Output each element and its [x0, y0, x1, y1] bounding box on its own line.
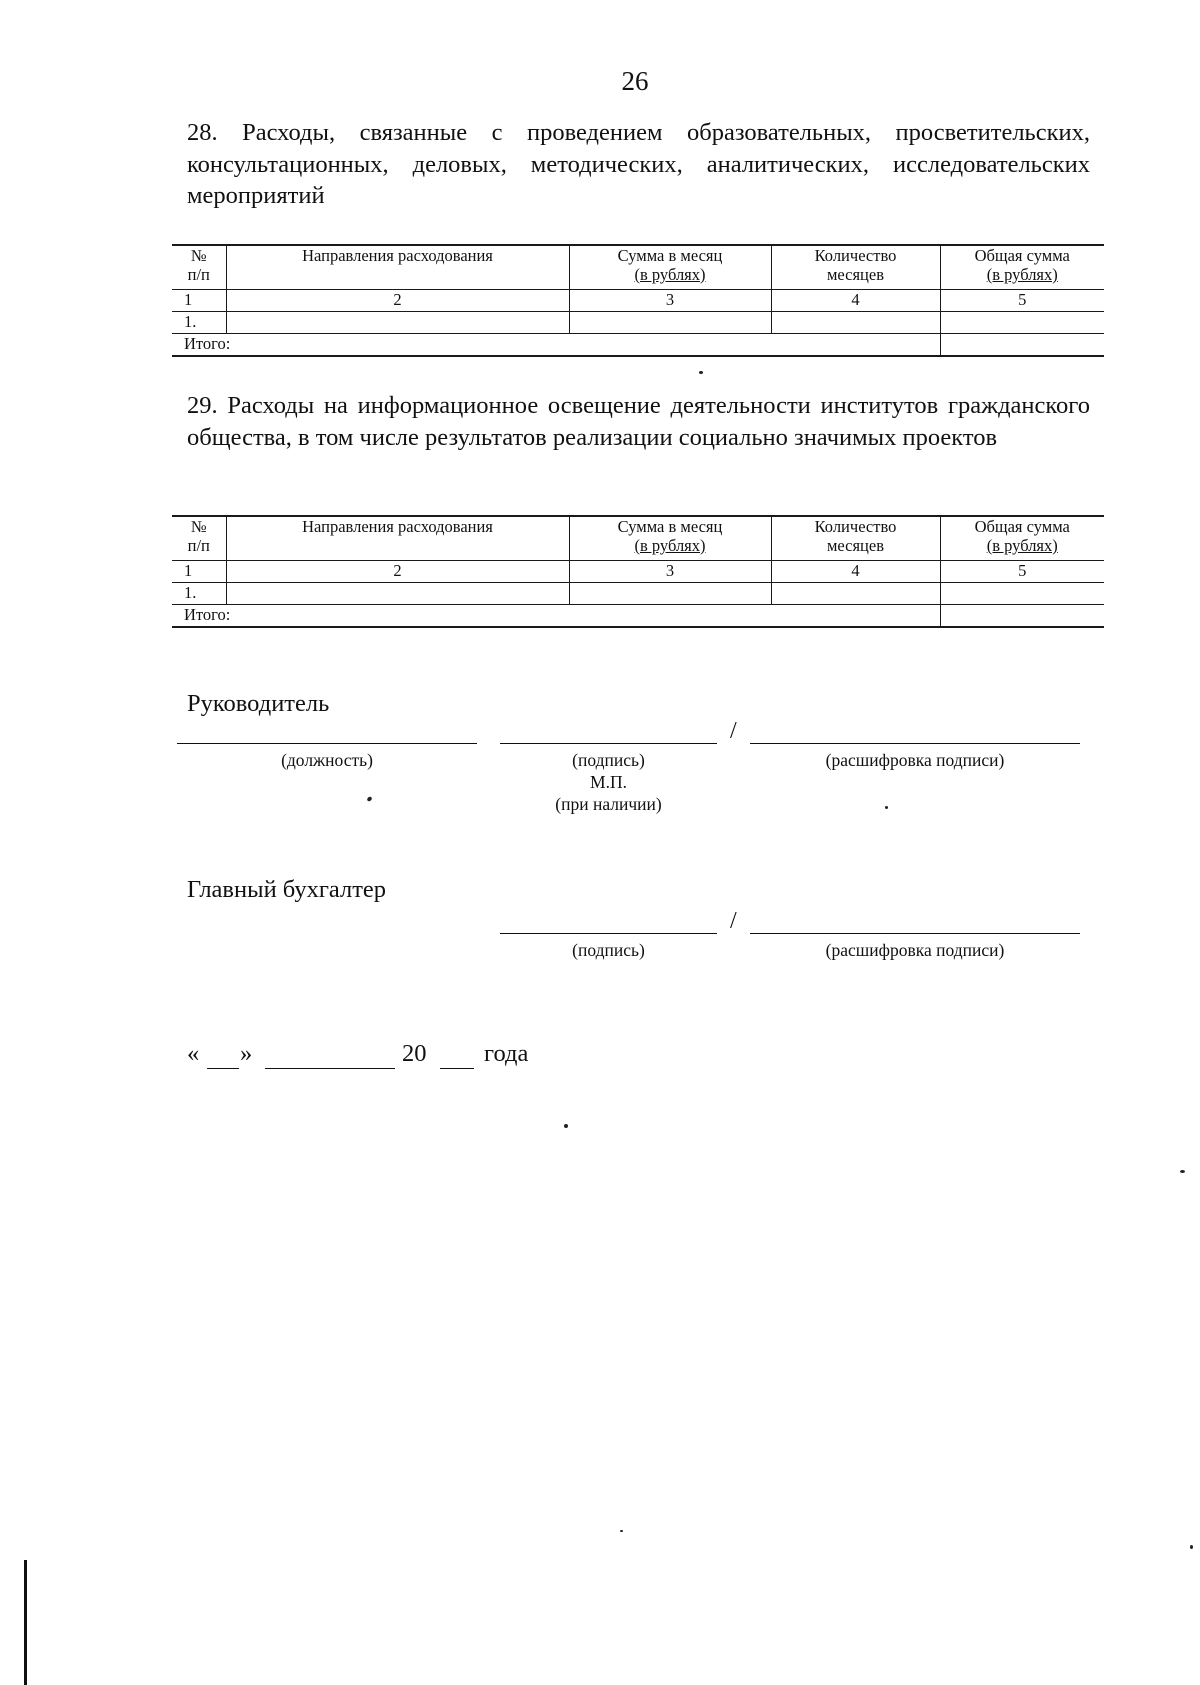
scan-speck [564, 1124, 568, 1128]
position-caption: (должность) [281, 750, 373, 770]
column-number-cell: 1 [172, 290, 226, 312]
column-numbers-row [172, 290, 1104, 312]
header-total-sum: Общая сумма (в рублях) [940, 516, 1104, 561]
column-number-cell: 2 [226, 290, 569, 312]
header-direction: Направления расходования [226, 245, 569, 290]
position-line[interactable] [177, 743, 477, 744]
header-monthly-sum: Сумма в месяц (в рублях) [569, 516, 771, 561]
row-number-cell: 1. [172, 312, 226, 334]
direction-cell[interactable] [226, 583, 569, 605]
column-numbers-row [172, 561, 1104, 583]
table-row [172, 583, 1104, 605]
column-number-cell: 4 [771, 290, 940, 312]
signature-caption: (подпись) [572, 750, 645, 770]
signature-caption: (подпись) [572, 940, 645, 960]
total-row [172, 605, 1104, 628]
scan-margin-edge [24, 1560, 27, 1685]
table-header-row [172, 516, 1104, 561]
stamp-label: М.П. [590, 772, 627, 792]
date-year-line[interactable] [440, 1068, 474, 1069]
header-number: № п/п [172, 516, 226, 561]
column-number-cell: 4 [771, 561, 940, 583]
total-value-cell[interactable] [940, 605, 1104, 628]
column-number-cell: 1 [172, 561, 226, 583]
total-row [172, 334, 1104, 357]
date-year-prefix: 20 [402, 1040, 427, 1067]
signature-line[interactable] [500, 743, 717, 744]
section-28-title: 28. Расходы, связанные с проведением образовательных, просветительских, консультационных, деловых, методических, аналитических, исследовательских мероприятий [187, 119, 1090, 209]
date-open-quote: « [187, 1040, 200, 1067]
column-number-cell: 3 [569, 290, 771, 312]
slash-separator: / [730, 908, 737, 934]
signature-line[interactable] [500, 933, 717, 934]
page-number: 26 [621, 66, 649, 96]
date-close-quote: » [240, 1040, 253, 1067]
header-monthly-sum: Сумма в месяц (в рублях) [569, 245, 771, 290]
total-label: Итого: [172, 334, 940, 357]
decoding-line[interactable] [750, 933, 1080, 934]
head-title: Руководитель [187, 690, 330, 717]
table-row [172, 312, 1104, 334]
months-count-cell[interactable] [771, 583, 940, 605]
section-29-title: 29. Расходы на информационное освещение деятельности институтов гражданского общества, в том числе результатов реализации социально значимых проектов [187, 392, 1090, 451]
scan-speck [620, 1530, 623, 1532]
months-count-cell[interactable] [771, 312, 940, 334]
decoding-line[interactable] [750, 743, 1080, 744]
header-number: № п/п [172, 245, 226, 290]
scan-speck [366, 796, 372, 802]
scan-speck [1190, 1545, 1193, 1549]
monthly-sum-cell[interactable] [569, 583, 771, 605]
chief-accountant-title: Главный бухгалтер [187, 876, 387, 903]
decoding-caption: (расшифровка подписи) [825, 940, 1005, 960]
scan-speck [885, 806, 888, 809]
date-day-line[interactable] [207, 1068, 239, 1069]
column-number-cell: 3 [569, 561, 771, 583]
total-sum-cell[interactable] [940, 312, 1104, 334]
slash-separator: / [730, 718, 737, 744]
table-header-row [172, 245, 1104, 290]
total-sum-cell[interactable] [940, 583, 1104, 605]
scan-speck [1180, 1170, 1185, 1173]
column-number-cell: 5 [940, 290, 1104, 312]
monthly-sum-cell[interactable] [569, 312, 771, 334]
direction-cell[interactable] [226, 312, 569, 334]
header-months-count: Количество месяцев [771, 516, 940, 561]
scan-speck [699, 371, 703, 374]
date-month-line[interactable] [265, 1068, 395, 1069]
header-months-count: Количество месяцев [771, 245, 940, 290]
total-value-cell[interactable] [940, 334, 1104, 357]
row-number-cell: 1. [172, 583, 226, 605]
date-year-suffix: года [484, 1040, 529, 1067]
stamp-note: (при наличии) [555, 794, 662, 814]
section-28-table [172, 244, 1104, 357]
header-total-sum: Общая сумма (в рублях) [940, 245, 1104, 290]
decoding-caption: (расшифровка подписи) [825, 750, 1005, 770]
section-29-table [172, 515, 1104, 628]
total-label: Итого: [172, 605, 940, 628]
column-number-cell: 5 [940, 561, 1104, 583]
header-direction: Направления расходования [226, 516, 569, 561]
column-number-cell: 2 [226, 561, 569, 583]
